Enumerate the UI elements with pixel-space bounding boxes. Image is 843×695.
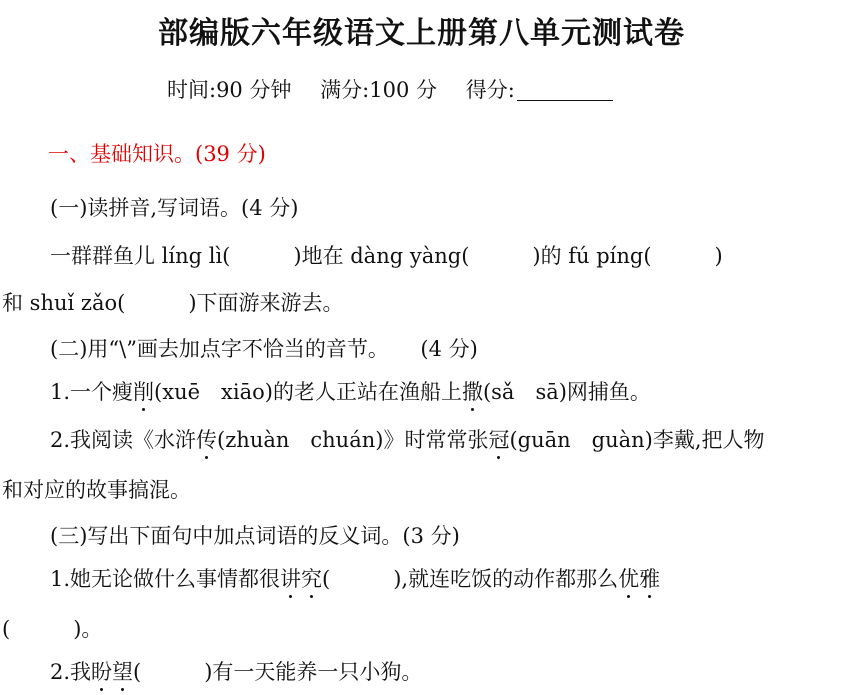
part3-question1-line2: ( )。 (2, 617, 103, 641)
part2-question2-line2: 和对应的故事搞混。 (2, 478, 191, 502)
dotted-char: 雅 (639, 563, 660, 593)
part1-line2: 和 shuǐ zǎo( )下面游来游去。 (2, 291, 344, 315)
q-text: 1.一个瘦 (50, 380, 134, 404)
part3-question1 (50, 563, 660, 593)
dotted-char: 优 (618, 563, 639, 593)
page-title: 部编版六年级语文上册第八单元测试卷 (158, 16, 685, 51)
q-text: ( )有一天能养一只小狗。 (133, 660, 423, 684)
exam-time: 时间:90 分钟 (167, 78, 292, 102)
q-text: (guān guàn)李戴,把人物 (509, 428, 765, 452)
part3-heading: (三)写出下面句中加点词语的反义词。(3 分) (50, 524, 460, 548)
dotted-char: 究 (301, 563, 322, 593)
dotted-char: 撒 (462, 376, 483, 406)
exam-info (167, 74, 657, 104)
exam-full-score: 满分:100 分 (320, 78, 438, 102)
score-label-text: 得分: (465, 78, 515, 102)
q-text: (xuē xiāo)的老人正站在渔船上 (154, 380, 462, 404)
part1-heading: (一)读拼音,写词语。(4 分) (50, 196, 299, 220)
section-heading: 一、基础知识。(39 分) (48, 142, 266, 166)
dotted-char: 冠 (488, 424, 509, 454)
q-text: 2.我阅读《水浒 (50, 428, 197, 452)
q-text: (sǎ sā)网捕鱼。 (482, 380, 651, 404)
dotted-char: 盼 (91, 656, 112, 686)
q-text: 1.她无论做什么事情都很 (50, 567, 281, 591)
q-text: 2.我 (50, 660, 92, 684)
exam-score-label (466, 78, 635, 102)
part3-question2 (50, 656, 422, 686)
dotted-char: 削 (133, 376, 154, 406)
dotted-char: 传 (196, 424, 217, 454)
score-blank (517, 99, 613, 101)
dotted-char: 讲 (280, 563, 301, 593)
part2-question2 (50, 424, 765, 454)
dotted-char: 望 (112, 656, 133, 686)
part2-question1 (50, 376, 651, 406)
q-text: (zhuàn chuán)》时常常张 (217, 428, 489, 452)
part1-line1: 一群群鱼儿 líng lì( )地在 dàng yàng( )的 fú píng( ) (50, 244, 723, 268)
part2-heading: (二)用“\”画去加点字不恰当的音节。 (4 分) (50, 337, 478, 361)
q-text: ( ),就连吃饭的动作都那么 (322, 567, 619, 591)
